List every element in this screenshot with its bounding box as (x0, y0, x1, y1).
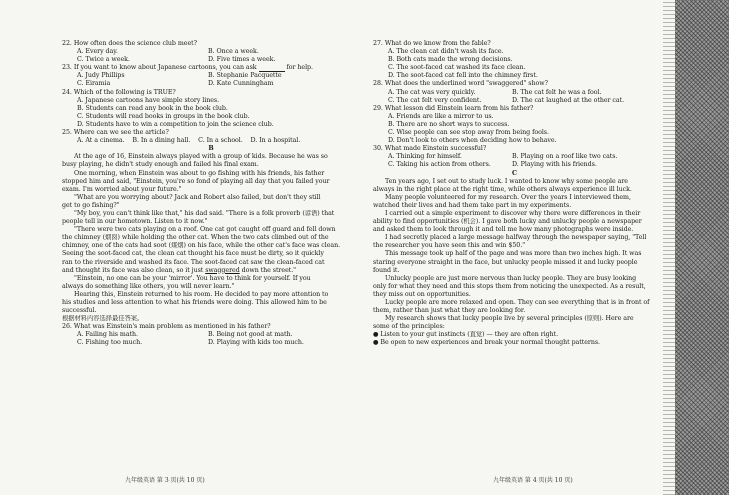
q24-option-d: D. Students have to win a competition to join the science club. (77, 120, 274, 128)
underlined-word: swaggered (205, 266, 240, 274)
q23-options-row-2 (62, 80, 360, 88)
passage-b-line: successful. (62, 307, 97, 315)
q28-options-row-2 (373, 97, 656, 105)
passage-c-line: they miss out on opportunities. (373, 290, 471, 298)
question-25: 25. Where can we see the article? (62, 129, 169, 137)
binding-margin (675, 0, 729, 495)
passage-c-line: watched their lives and had them take part in my experiments. (373, 201, 572, 209)
q24-option-c: C. Students will read books in groups in the book club. (77, 112, 250, 120)
q22-options-row-1 (62, 48, 360, 56)
passage-b-line: exam. I'm worried about your future." (62, 185, 182, 193)
passage-b-line: stopped him and said, "Einstein, you're so fond of playing all day that you failed your (62, 177, 330, 185)
passage-c-line: ability to find opportunities (机会). I gave both lucky and unlucky people a newspaper (373, 218, 642, 226)
q30-options-row-1 (373, 153, 656, 161)
q27-option-b: B. Both cats made the wrong decisions. (388, 56, 513, 64)
passage-b-line: "What are you worrying about? Jack and Robert also failed, but don't they still (74, 193, 321, 201)
passage-c-line: I had secretly placed a large message halfway through the newspaper saying, "Tell (385, 234, 647, 242)
q29-option-a: A. Friends are like a mirror to us. (388, 112, 494, 120)
passage-c-line: Lucky people are more relaxed and open. They can see everything that is in front of (385, 299, 650, 306)
passage-b-line: Seeing the soot-faced cat, the clean cat thought his face must be dirty, so it quickly (62, 250, 324, 258)
passage-b-line: Hearing this, Einstein returned to his room. He decided to pay more attention to (74, 290, 329, 298)
q23-option-c: C. Eiramia (77, 80, 111, 88)
question-22: 22. How often does the science club meet? (62, 40, 197, 47)
q30-options-row-2 (373, 161, 656, 169)
q22-option-a: A. Every day. (77, 48, 118, 56)
q27-option-a: A. The clean cat didn't wash its face. (388, 48, 504, 56)
binding-edge-shadow (663, 0, 675, 495)
passage-c-line: My research shows that lucky people live by several principles (原则). Here are (385, 315, 634, 323)
instruction: 根据材料内容选择最佳答案。 (62, 315, 144, 323)
passage-c-line: them, rather than just what they are looking for. (373, 307, 526, 315)
passage-b-line: always do something like others, you will never learn." (62, 282, 235, 290)
passage-c-line: Unlucky people are just more nervous than lucky people. They are busy looking (385, 274, 637, 282)
q30-option-c: C. Taking his action from others. (388, 161, 491, 169)
q27-option-d: D. The soot-faced cat fell into the chimney first. (388, 72, 538, 80)
q29-option-b: B. There are no short ways to success. (388, 120, 510, 128)
q28-option-d: D. The cat laughed at the other cat. (512, 96, 625, 104)
passage-b-line: One morning, when Einstein was about to go fishing with his friends, his father (74, 169, 325, 177)
passage-c-line: some of the principles: (373, 323, 445, 331)
left-column (62, 40, 360, 348)
q22-option-d: D. Five times a week. (208, 56, 276, 64)
passage-c-line: I carried out a simple experiment to discover why there were differences in their (385, 209, 641, 217)
q22-option-c: C. Twice a week. (77, 56, 130, 64)
passage-b-line: the chimney (烟囱) while holding the other cat. When the two cats climbed out of the (62, 234, 329, 242)
passage-b-line: people tell in our hometown. Listen to it now." (62, 218, 208, 226)
q26-option-c: C. Fishing too much. (77, 339, 143, 347)
q26-option-a: A. Failing his math. (77, 331, 138, 339)
q23-option-d: D. Kate Cunningham (208, 80, 274, 88)
q24-option-b: B. Students can read any book in the book club. (77, 104, 228, 112)
q29-option-c: C. Wise people can see stop away from being fools. (388, 129, 549, 137)
passage-c-line: This message took up half of the page and was more than two inches high. It was (385, 250, 642, 258)
passage-c-line: the researcher you have seen this and win $50." (373, 242, 526, 250)
passage-b-line: busy playing, he didn't study enough and failed his final exam. (62, 161, 259, 169)
q27-option-c: C. The soot-faced cat washed its face clean. (388, 64, 526, 72)
q30-option-d: D. Playing with his friends. (512, 161, 597, 169)
question-27: 27. What do we know from the fable? (373, 40, 491, 47)
q28-option-b: B. The cat felt he was a fool. (512, 88, 602, 96)
passage-b-line: get to go fishing?" (62, 201, 120, 209)
passage-b-line: At the age of 16, Einstein always played with a group of kids. Because he was so (74, 153, 328, 161)
principle-item: ● Listen to your gut instincts (直觉) — they are often right. (373, 331, 559, 339)
q30-option-a: A. Thinking for himself. (388, 153, 462, 161)
question-28: 28. What does the underlined word "swaggered" show? (373, 80, 548, 88)
passage-b-line: "My boy, you can't think like that," his dad said. "There is a folk proverb (谚语) that (74, 209, 335, 217)
question-24: 24. Which of the following is TRUE? (62, 88, 176, 96)
q24-option-a: A. Japanese cartoons have simple story lines. (77, 96, 220, 104)
right-column (373, 40, 656, 348)
q26-option-b: B. Being not good at math. (208, 331, 293, 339)
q28-option-c: C. The cat felt very confident. (388, 96, 482, 104)
passage-c-line: only for what they need and this stops them from noticing the unexpected. As a result, (373, 282, 646, 290)
q26-option-d: D. Playing with kids too much. (208, 339, 304, 347)
question-29: 29. What lesson did Einstein learn from his father? (373, 104, 534, 112)
passage-c-line: staring everyone straight in the face, but unlucky people missed it and lucky people (373, 258, 638, 266)
passage-b-line: chimney, one of the cats had soot (煤烟) on his face, while the other cat's face was clean. (62, 242, 341, 250)
q26-options-row-1 (62, 331, 360, 339)
question-30: 30. What made Einstein successful? (373, 145, 487, 153)
passage-b-line: "There were two cats playing on a roof. One cat got caught off guard and fell down (74, 226, 336, 234)
passage-c-line: found it. (373, 266, 400, 274)
passage-c-line: always in the right place at the right time, while others always experience ill luck. (373, 185, 632, 193)
q25-options: A. At a cinema. B. In a dining hall. C. In a school. D. In a hospital. (77, 137, 301, 145)
q23-option-b: B. Stephanie Pacquette (208, 72, 282, 80)
page-footer-left: 九年级英语 第 3 页(共 10 页) (125, 477, 205, 484)
q23-option-a: A. Judy Phillips (77, 72, 125, 80)
passage-c-line: and asked them to look through it and tell me how many photographs were inside. (373, 226, 634, 234)
passage-b-line: "Einstein, no one can be your 'mirror'. You have to think for yourself. If you (74, 274, 311, 282)
q28-options-row-1 (373, 89, 656, 97)
q30-option-b: B. Playing on a roof like two cats. (512, 153, 618, 161)
page-footer-right: 九年级英语 第 4 页(共 10 页) (493, 477, 573, 484)
principle-item: ● Be open to new experiences and break your normal thought patterns. (373, 339, 600, 347)
q22-options-row-2 (62, 56, 360, 64)
q28-option-a: A. The cat was very quickly. (388, 88, 476, 96)
question-26: 26. What was Einstein's main problem as mentioned in his father? (62, 323, 271, 331)
passage-c-line: Ten years ago, I set out to study luck. I wanted to know why some people are (385, 177, 628, 185)
q26-options-row-2 (62, 339, 360, 347)
q29-option-d: D. Don't look to others when deciding how to behave. (388, 137, 557, 145)
question-23: 23. If you want to know about Japanese cartoons, you can ask for help. (62, 64, 313, 72)
passage-b-line: ran to the riverside and washed its face. The soot-faced cat saw the clean-faced cat (62, 258, 325, 266)
section-c-heading: C (512, 169, 517, 177)
section-b-heading: B (208, 145, 214, 153)
passage-c-line: Many people volunteered for my research. Over the years I interviewed them, (385, 193, 631, 201)
passage-b-line: and thought its face was also clean, so it just swaggered down the street." (62, 266, 297, 274)
q22-option-b: B. Once a week. (208, 48, 259, 56)
q23-options-row-1 (62, 72, 360, 80)
passage-b-line: his studies and less attention to what his friends were doing. This allowed him to be (62, 299, 327, 306)
